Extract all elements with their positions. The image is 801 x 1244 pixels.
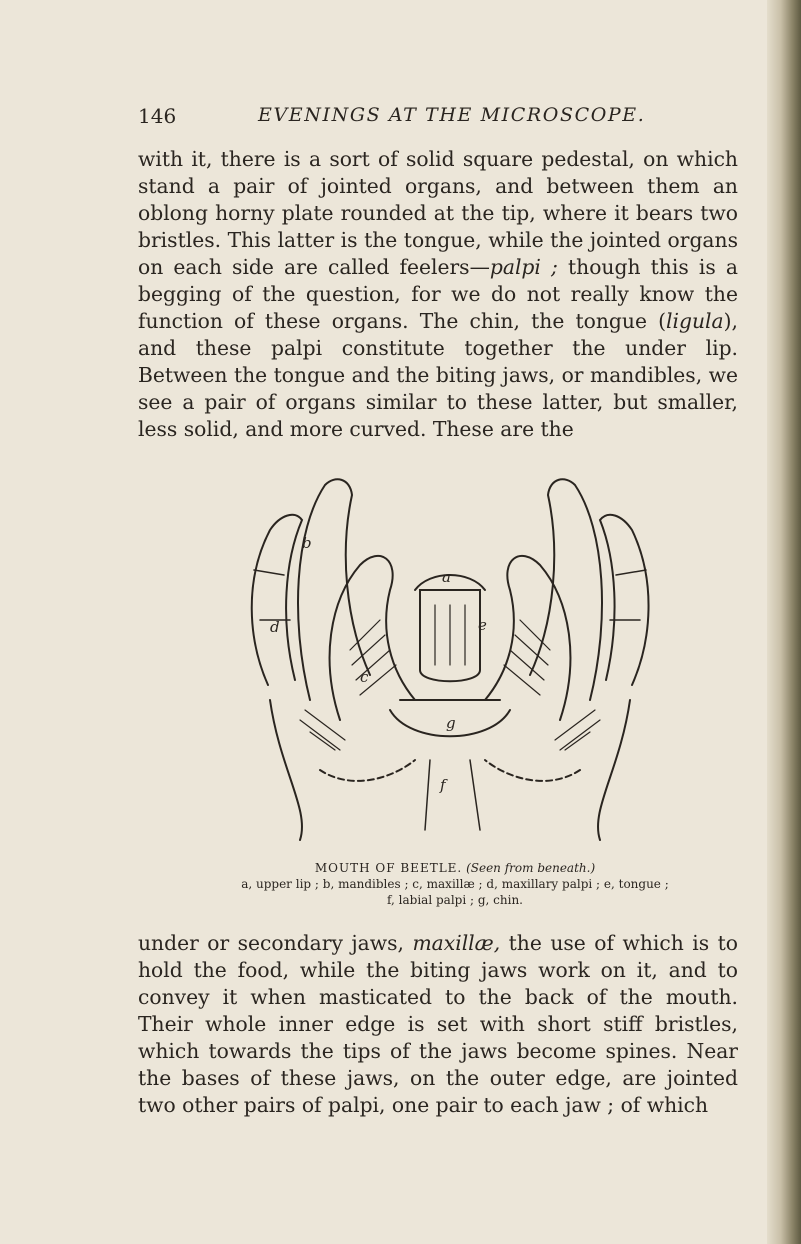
fig-label-c: c	[360, 668, 369, 686]
caption-legend-line-2: f, labial palpi ; g, chin.	[387, 893, 523, 907]
fig-label-e: e	[478, 616, 487, 634]
caption-legend-line-1: a, upper lip ; b, mandibles ; c, maxillæ ; d, maxillary palpi ; e, tongue ;	[241, 877, 669, 891]
fig-label-d: d	[270, 618, 280, 636]
beetle-mouth-illustration	[240, 470, 660, 855]
term-maxillae: maxillæ,	[412, 931, 501, 955]
text-run: with it, there is a sort of solid square pedestal, on which stand a pair of jointed organs, and between them an oblong horny plate rounded at the tip, where it bears two bristles. This latter is the tongue, while the jointed organs on each side are called feelers—	[138, 147, 738, 279]
figure-caption	[200, 860, 710, 908]
term-palpi: palpi ;	[489, 255, 558, 279]
fig-label-f: f	[440, 776, 446, 794]
running-title: EVENINGS AT THE MICROSCOPE.	[258, 104, 646, 126]
text-run: ), and these palpi constitute together the under lip. Between the tongue and the biting jaws, or mandibles, we see a pair of organs similar to these latter, but smaller, less solid, and more curved. These are the	[138, 309, 738, 441]
fig-label-b: b	[302, 534, 312, 552]
caption-heading	[200, 860, 710, 876]
page-edge-shadow	[767, 0, 801, 1244]
text-run: under or secondary jaws,	[138, 931, 413, 955]
term-ligula: ligula	[666, 309, 724, 333]
body-paragraph-1	[138, 146, 738, 443]
fig-label-a: a	[442, 568, 451, 586]
text-run: the use of which is to hold the food, while the biting jaws work on it, and to convey it when masticated to the back of the mouth. Their whole inner edge is set with short stiff bristles, which towards the tips of the jaws become spines. Near the bases of these jaws, on the outer edge, are jointed two other pairs of palpi, one pair to each jaw ; of which	[138, 931, 738, 1117]
fig-label-g: g	[446, 714, 456, 732]
page-header	[138, 104, 738, 134]
text-run: though this is a begging of the question, for we do not really know the function of these organs. The chin, the tongue (	[138, 255, 738, 333]
body-paragraph-2	[138, 930, 738, 1119]
caption-subtitle: (Seen from beneath.)	[466, 861, 596, 875]
caption-title: MOUTH OF BEETLE.	[314, 861, 463, 875]
page-number: 146	[138, 104, 177, 128]
